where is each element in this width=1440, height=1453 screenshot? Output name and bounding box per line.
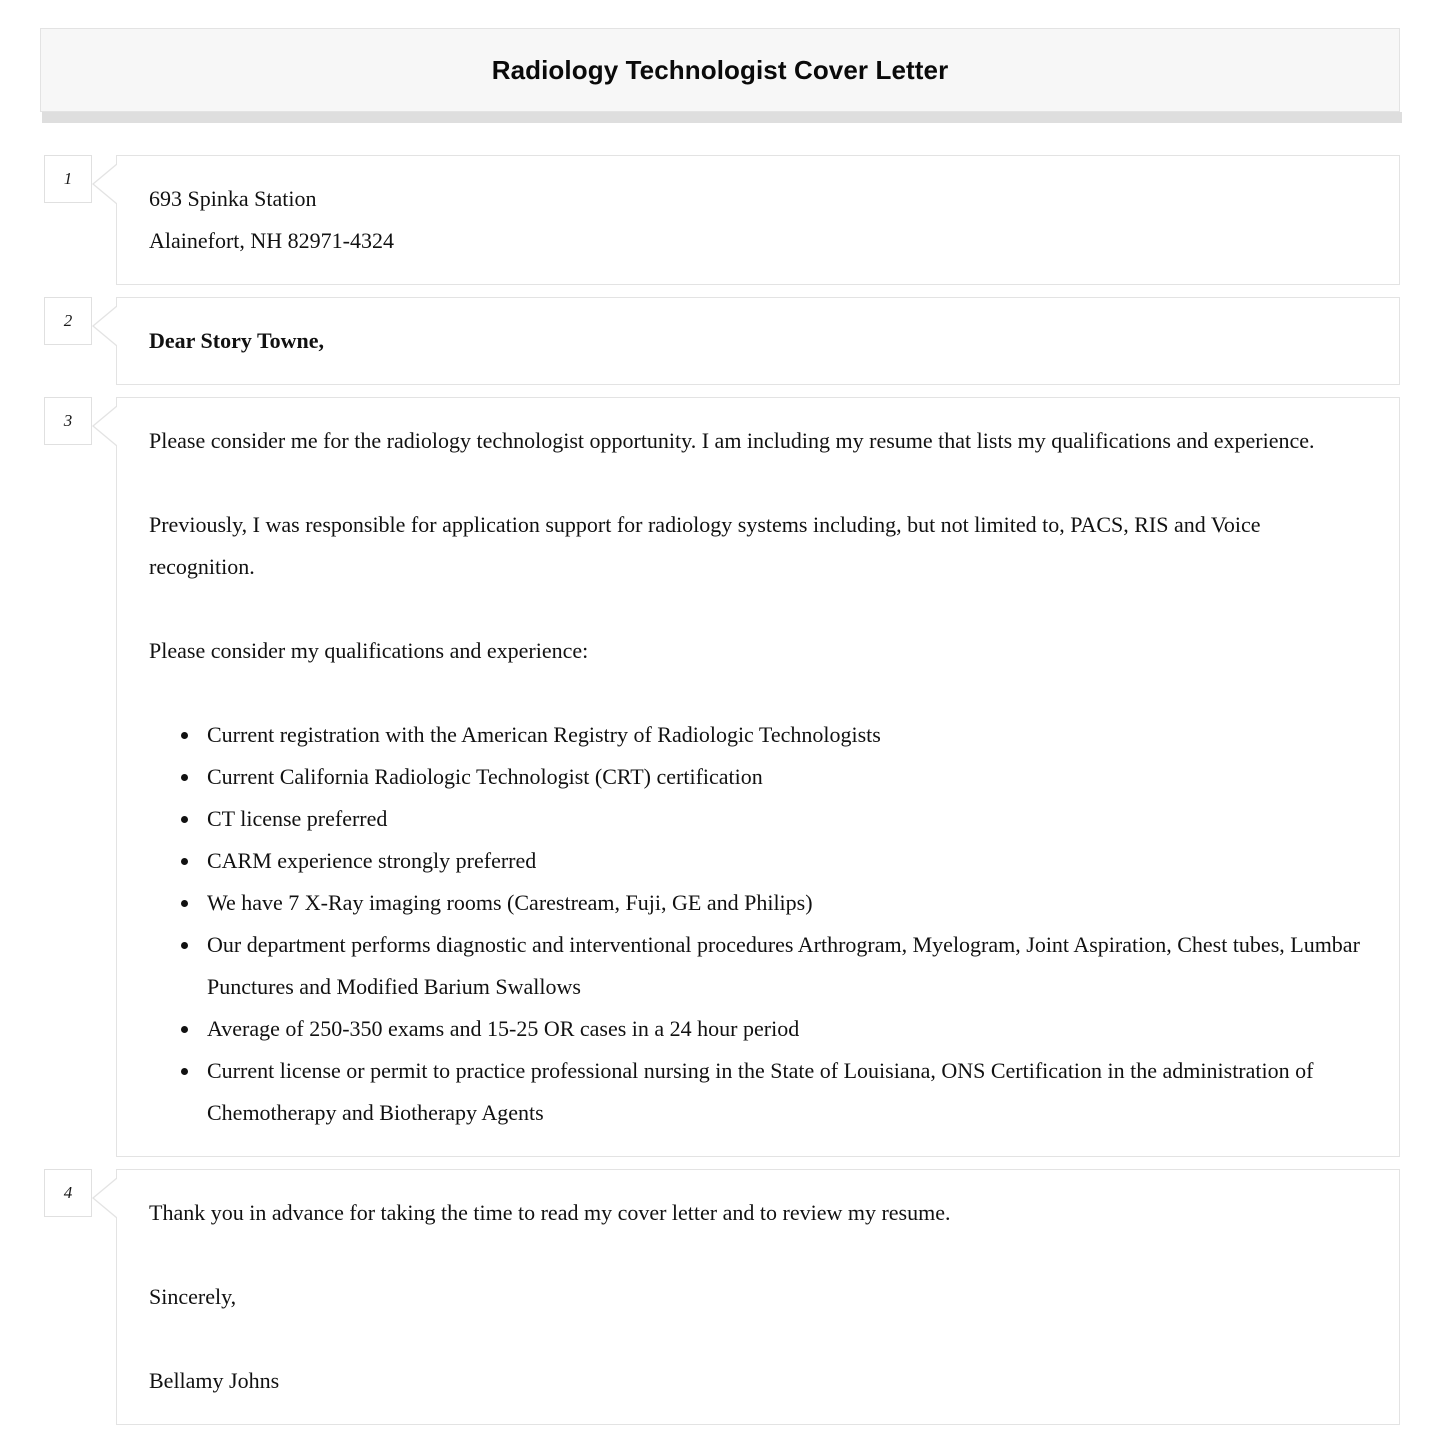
salutation-block xyxy=(116,297,1400,385)
closing-signoff-text: Sincerely, xyxy=(149,1284,237,1309)
list-item: • CT license preferred xyxy=(201,798,1371,840)
section-number-badge-1: 1 xyxy=(44,155,92,203)
closing-thankyou-text: Thank you in advance for taking the time to read my cover letter and to review my resume. xyxy=(149,1200,951,1225)
bubble-notch-fill-4 xyxy=(94,1178,118,1218)
address-line-street: 693 Spinka Station xyxy=(149,186,317,211)
section-number-badge-4: 4 xyxy=(44,1169,92,1217)
list-item: • Our department performs diagnostic and interventional procedures Arthrogram, Myelogram, Joint Aspiration, Chest tubes, Lumbar Punctures and Modified Barium Swallows xyxy=(201,924,1371,1008)
page-header xyxy=(40,28,1400,112)
section-number-badge-2: 2 xyxy=(44,297,92,345)
section-number-badge-3: 3 xyxy=(44,397,92,445)
page-title: Radiology Technologist Cover Letter xyxy=(491,54,949,85)
section-salutation xyxy=(0,297,1440,385)
bubble-notch-fill-1 xyxy=(94,164,118,204)
header-shadow-divider xyxy=(42,112,1402,123)
list-item: • Current registration with the American Registry of Radiologic Technologists xyxy=(201,714,1371,756)
body-paragraph-1: Please consider me for the radiology technologist opportunity. I am including my resume that lists my qualifications and experience. xyxy=(149,428,1315,453)
closing-block xyxy=(116,1169,1400,1425)
body-paragraph-2: Previously, I was responsible for application support for radiology systems including, but not limited to, PACS, RIS and Voice recognition. xyxy=(149,512,1261,579)
salutation-text: Dear Story Towne, xyxy=(149,328,324,353)
letter-sections xyxy=(0,155,1440,1437)
body-paragraph-3: Please consider my qualifications and experience: xyxy=(149,638,589,663)
section-address xyxy=(0,155,1440,285)
list-item: • Current license or permit to practice professional nursing in the State of Louisiana, ONS Certification in the administration of Chemotherapy and Biotherapy Agents xyxy=(201,1050,1371,1134)
list-item: • Average of 250-350 exams and 15-25 OR cases in a 24 hour period xyxy=(201,1008,1371,1050)
closing-signature-name: Bellamy Johns xyxy=(149,1368,280,1393)
qualifications-list xyxy=(149,714,1371,1134)
list-item: • CARM experience strongly preferred xyxy=(201,840,1371,882)
bubble-notch-fill-3 xyxy=(94,406,118,446)
address-line-city-state-zip: Alainefort, NH 82971-4324 xyxy=(149,228,395,253)
address-block xyxy=(116,155,1400,285)
body-block xyxy=(116,397,1400,1157)
section-body xyxy=(0,397,1440,1157)
section-closing xyxy=(0,1169,1440,1425)
bubble-notch-fill-2 xyxy=(94,306,118,346)
list-item: • Current California Radiologic Technologist (CRT) certification xyxy=(201,756,1371,798)
list-item: • We have 7 X-Ray imaging rooms (Carestream, Fuji, GE and Philips) xyxy=(201,882,1371,924)
